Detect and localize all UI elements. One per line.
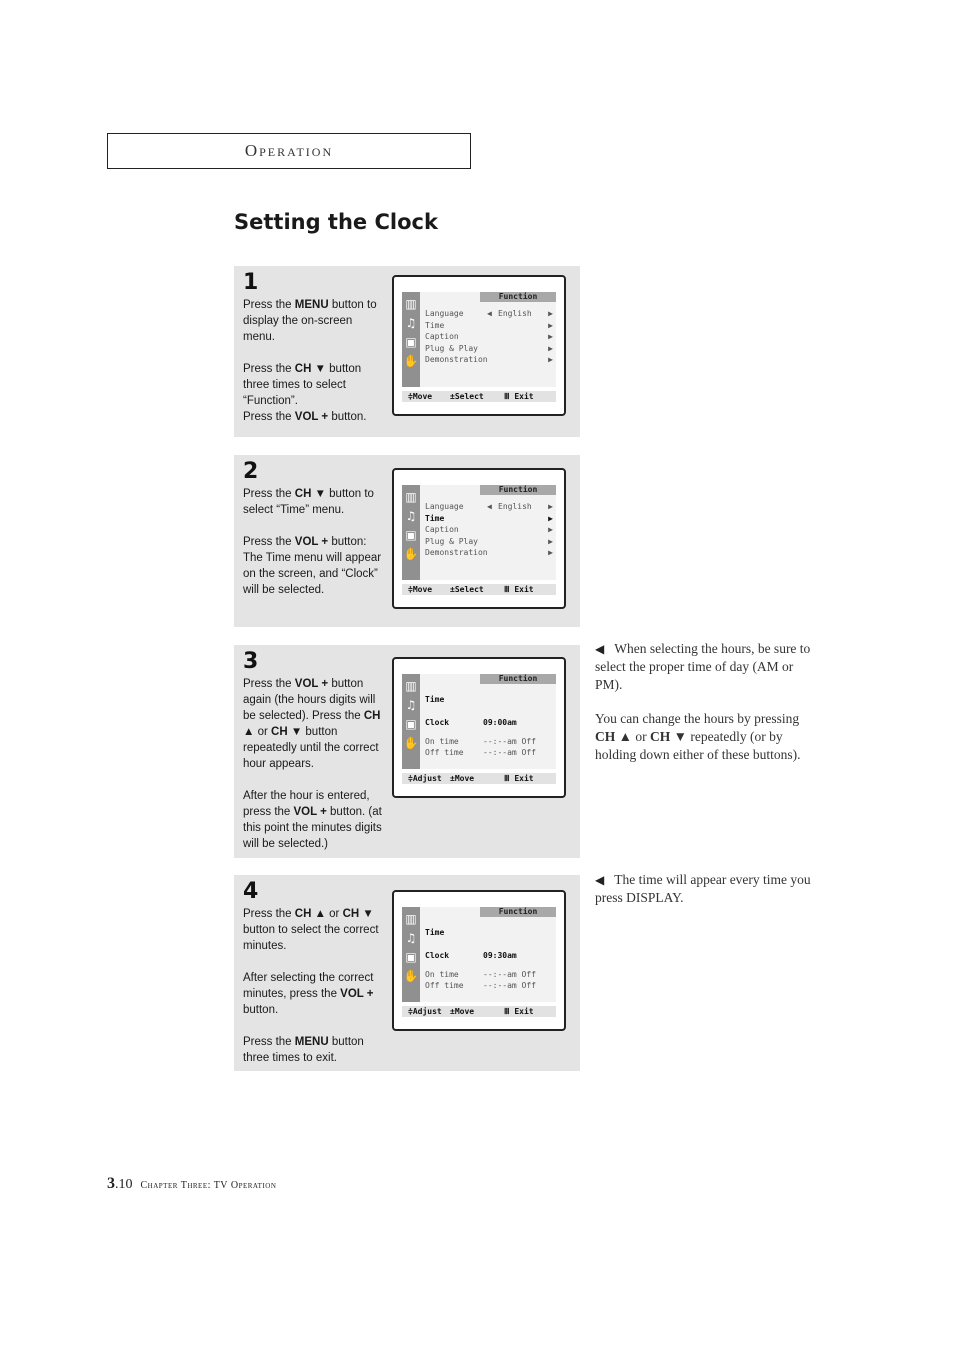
osd-setting-value: 09:30am (483, 951, 517, 960)
step-paragraph: Press the VOL + button: The Time menu will appear on the screen, and “Clock” will be selected. (243, 536, 382, 596)
channel-icon: ▣ (405, 717, 417, 731)
page-number-minor: .10 (115, 1177, 133, 1192)
step-1 (234, 266, 580, 437)
osd-setting-label: On time (425, 737, 459, 746)
right-arrow-icon: ▶ (548, 513, 553, 523)
step-number: 2 (243, 459, 259, 484)
step-2 (234, 455, 580, 627)
osd-setting-row (425, 736, 553, 747)
note-paragraph (595, 640, 821, 694)
osd-item-label: Language (425, 309, 464, 318)
left-arrow-icon: ◀ (487, 309, 492, 318)
osd-panel (420, 292, 556, 387)
step-paragraph: Press the MENU button to display the on-screen menu. (243, 299, 377, 343)
osd-footer (402, 391, 556, 402)
osd-footer-hint: ≑Move (408, 392, 433, 401)
osd-footer-hint: ±Move (450, 1007, 475, 1016)
step-paragraph: After the hour is entered, press the VOL + button. (at this point the minutes digits will be selected.) (243, 790, 382, 850)
step-instructions (243, 906, 385, 1066)
right-arrow-icon: ▶ (548, 536, 553, 546)
right-arrow-icon: ▶ (548, 343, 553, 353)
section-header (107, 133, 471, 169)
osd-menu-item (425, 547, 553, 558)
function-icon: ✋ (403, 736, 419, 750)
osd-setting-value: --:--am Off (483, 970, 536, 979)
step-paragraph: Press the CH ▲ or CH ▼ button to select the correct minutes. (243, 908, 379, 952)
function-icon: ✋ (403, 969, 419, 983)
osd-item-label: Demonstration (425, 355, 488, 364)
osd-setting-value: 09:00am (483, 718, 517, 727)
osd-heading (425, 694, 553, 705)
right-arrow-icon: ▶ (548, 332, 553, 341)
step-number: 4 (243, 879, 259, 904)
osd-tab-label: Function (480, 292, 556, 302)
pointer-left-icon: ◀ (595, 642, 605, 656)
note-text: The time will appear every time you press DISPLAY. (595, 872, 811, 905)
osd-panel (420, 485, 556, 580)
osd-footer-hint: ≑Adjust (408, 1007, 442, 1016)
osd-menu-item (425, 343, 553, 354)
sound-icon: ♫ (405, 509, 417, 523)
note-step-3 (595, 640, 821, 780)
osd-setting-row (425, 969, 553, 980)
right-arrow-icon: ▶ (548, 309, 553, 318)
osd-footer-hint: ±Move (450, 774, 475, 783)
osd-icon-bar (402, 485, 420, 580)
osd-setting-row (425, 747, 553, 758)
osd-setting-label: Off time (425, 981, 464, 990)
osd-setting-row (425, 717, 553, 728)
step-3 (234, 645, 580, 858)
osd-setting-label: Clock (425, 718, 450, 727)
osd-menu-screen (392, 275, 566, 416)
osd-footer (402, 1006, 556, 1017)
channel-icon: ▣ (405, 528, 417, 542)
pointer-left-icon: ◀ (595, 873, 605, 887)
right-arrow-icon: ▶ (548, 548, 553, 557)
step-paragraph: Press the VOL + button again (the hours digits will be selected). Press the CH ▲ or CH ▼ button repeatedly until the correct hour appears. (243, 678, 381, 770)
picture-icon: ▥ (405, 490, 417, 504)
osd-setting-value: --:--am Off (483, 737, 536, 746)
sound-icon: ♫ (405, 931, 417, 945)
osd-tab-label: Function (480, 907, 556, 917)
osd-time-screen (392, 657, 566, 798)
osd-footer-hint: Ⅲ Exit (504, 1007, 534, 1016)
note-step-4 (595, 871, 821, 923)
osd-tab-label: Function (480, 485, 556, 495)
osd-heading-label: Time (425, 695, 445, 704)
osd-item-value: English (498, 309, 532, 318)
osd-setting-row (425, 980, 553, 991)
osd-setting-row (425, 950, 553, 961)
right-arrow-icon: ▶ (548, 355, 553, 364)
osd-footer-hint: Ⅲ Exit (504, 774, 534, 783)
osd-item-label: Language (425, 502, 464, 511)
osd-footer-hint: ≑Adjust (408, 774, 442, 783)
step-instructions (243, 486, 385, 598)
picture-icon: ▥ (405, 679, 417, 693)
channel-icon: ▣ (405, 950, 417, 964)
right-arrow-icon: ▶ (548, 525, 553, 534)
osd-menu-item (425, 513, 553, 524)
sound-icon: ♫ (405, 316, 417, 330)
osd-panel (420, 674, 556, 769)
osd-item-label: Caption (425, 525, 459, 534)
osd-time-screen (392, 890, 566, 1031)
osd-icon-bar (402, 674, 420, 769)
left-arrow-icon: ◀ (487, 502, 492, 511)
osd-menu-item (425, 320, 553, 331)
osd-footer-hint: Ⅲ Exit (504, 392, 534, 401)
osd-heading (425, 927, 553, 938)
chapter-label: Chapter Three: TV Operation (140, 1180, 277, 1191)
osd-item-label: Plug & Play (425, 536, 478, 546)
note-paragraph (595, 871, 821, 907)
step-instructions (243, 676, 385, 852)
function-icon: ✋ (403, 354, 419, 368)
channel-icon: ▣ (405, 335, 417, 349)
osd-item-value: English (498, 502, 532, 511)
step-paragraph: Press the CH ▼ button three times to select “Function”. Press the VOL + button. (243, 363, 367, 423)
step-number: 1 (243, 270, 259, 295)
osd-footer-hint: Ⅲ Exit (504, 585, 534, 594)
function-icon: ✋ (403, 547, 419, 561)
step-paragraph: After selecting the correct minutes, press the VOL + button. (243, 972, 374, 1016)
page-footer (107, 1175, 276, 1193)
right-arrow-icon: ▶ (548, 320, 553, 330)
step-paragraph: Press the CH ▼ button to select “Time” menu. (243, 488, 374, 516)
picture-icon: ▥ (405, 297, 417, 311)
osd-tab-label: Function (480, 674, 556, 684)
osd-footer (402, 773, 556, 784)
osd-menu-item (425, 354, 553, 365)
step-number: 3 (243, 649, 259, 674)
osd-item-label: Time (425, 320, 445, 330)
osd-item-label: Plug & Play (425, 343, 478, 353)
note-paragraph: You can change the hours by pressing CH ▲ or CH ▼ repeatedly (or by holding down either of these buttons). (595, 711, 801, 762)
osd-menu-screen (392, 468, 566, 609)
step-4 (234, 875, 580, 1071)
osd-icon-bar (402, 292, 420, 387)
osd-heading-label: Time (425, 928, 445, 937)
osd-footer-hint: ≑Move (408, 585, 433, 594)
note-text: When selecting the hours, be sure to select the proper time of day (AM or PM). (595, 641, 811, 692)
osd-footer-hint: ±Select (450, 392, 484, 401)
osd-icon-bar (402, 907, 420, 1002)
osd-setting-label: Clock (425, 951, 450, 960)
osd-menu-item (425, 331, 553, 342)
sound-icon: ♫ (405, 698, 417, 712)
page-title: Setting the Clock (234, 210, 438, 234)
osd-menu-item (425, 524, 553, 535)
osd-menu-item (425, 501, 553, 512)
osd-footer-hint: ±Select (450, 585, 484, 594)
step-instructions (243, 297, 385, 425)
section-header-text: Operation (244, 141, 334, 160)
osd-setting-label: Off time (425, 748, 464, 757)
step-paragraph: Press the MENU button three times to exit. (243, 1036, 364, 1064)
osd-menu-item (425, 536, 553, 547)
osd-menu-item (425, 308, 553, 319)
picture-icon: ▥ (405, 912, 417, 926)
osd-item-label: Time (425, 513, 445, 523)
osd-item-label: Caption (425, 332, 459, 341)
osd-footer (402, 584, 556, 595)
osd-setting-value: --:--am Off (483, 981, 536, 990)
page-number-major: 3 (107, 1175, 115, 1192)
osd-item-label: Demonstration (425, 548, 488, 557)
right-arrow-icon: ▶ (548, 502, 553, 511)
osd-setting-value: --:--am Off (483, 748, 536, 757)
osd-panel (420, 907, 556, 1002)
osd-setting-label: On time (425, 970, 459, 979)
